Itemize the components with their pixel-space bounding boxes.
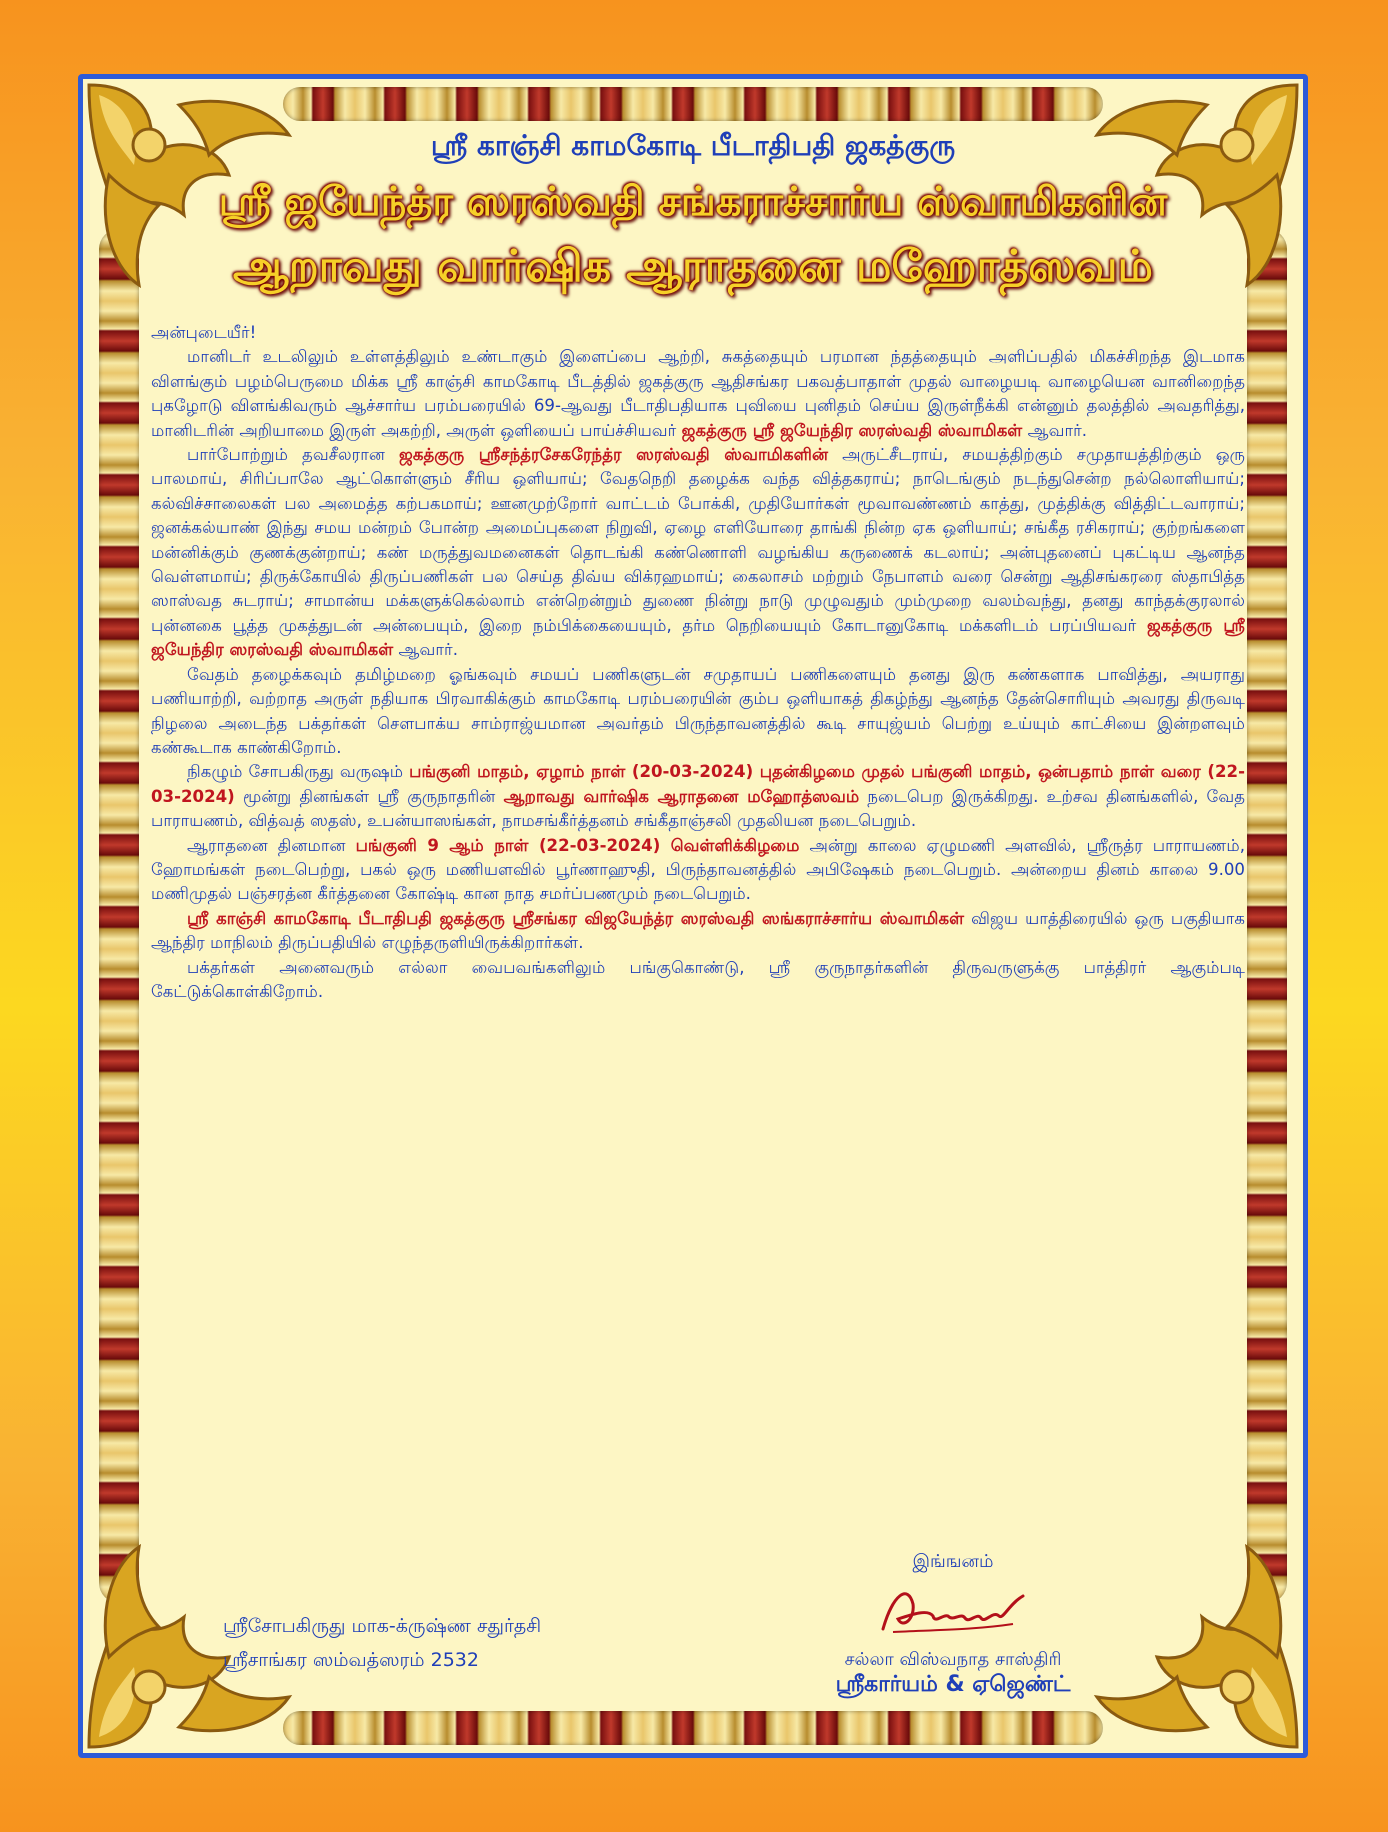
paragraph-5: [151, 834, 1245, 907]
paragraph-1-end: ஆவார்.: [1027, 420, 1088, 440]
paragraph-6: [151, 907, 1245, 956]
paragraph-1: [151, 345, 1245, 443]
right-bead-border: [1247, 229, 1287, 1603]
letter-body: [151, 321, 1245, 1004]
header-swamigal-title: ஸ்ரீ ஜயேந்த்ர ஸரஸ்வதி சங்கராச்சார்ய ஸ்வாமிகளின்: [218, 179, 1168, 225]
bottom-bead-border: [283, 1711, 1103, 1745]
paragraph-6-end: விஜய யாத்திரையில் ஒரு பகுதியாக ஆந்திர மாநிலம் திருப்பதியில் எழுந்தருளியிருக்கிறார்கள்.: [151, 908, 1245, 953]
paragraph-6-highlight: ஸ்ரீ காஞ்சி காமகோடி பீடாதிபதி ஜகத்குரு ஸ்ரீசங்கர விஜயேந்த்ர ஸரஸ்வதி ஸங்கராச்சார்ய ஸ்வாமிகள்: [187, 908, 965, 928]
invitation-frame: [78, 74, 1308, 1758]
handwritten-signature: [873, 1574, 1033, 1644]
paragraph-4-end: நடைபெற இருக்கிறது. உற்சவ தினங்களில், வேத பாராயணம், வித்வத் ஸதஸ், உபன்யாஸங்கள், நாமசங்கீர்த்தனம் சங்கீதாஞ்சலி முதலியன நடைபெறும்.: [151, 786, 1246, 831]
footer-date-block: [223, 1609, 541, 1677]
closing-text: இங்ஙனம்: [912, 1551, 994, 1572]
date-line-2: ஸ்ரீசாங்கர ஸம்வத்ஸரம் 2532: [223, 1649, 479, 1671]
left-bead-border: [99, 229, 139, 1603]
paragraph-1-highlight: ஜகத்குரு ஸ்ரீ ஜயேந்திர ஸரஸ்வதி ஸ்வாமிகள்: [681, 420, 1023, 440]
top-bead-border: [283, 87, 1103, 121]
paragraph-2: [151, 443, 1245, 663]
paragraph-5-date: பங்குனி 9 ஆம் நாள் (22-03-2024) வெள்ளிக்கிழமை: [355, 835, 800, 855]
date-line-1: ஸ்ரீசோபகிருது மாக-க்ருஷ்ண சதுர்தசி: [223, 1615, 542, 1637]
paragraph-2-end: ஆவார்.: [398, 640, 458, 660]
paragraph-4: [151, 760, 1245, 833]
salutation: அன்புடையீர்!: [151, 323, 257, 342]
paragraph-5-text: ஆராதனை தினமான: [187, 835, 346, 855]
paragraph-2-body: அருட்சீடராய், சமயத்திற்கும் சமுதாயத்திற்கும் ஒரு பாலமாய், சிரிப்பாலே ஆட்கொள்ளும் சீரிய ஒளியாய்; வேதநெறி தழைக்க வந்த வித்தகராய்; நாடெங்கும் நடந்துசென்ற நல்லொளியாய்; கல்விச்சாலைகள் பல அமைத்த கற்பகமாய்; ஊனமுற்றோர் வாட்டம் போக்கி, முதியோர்கள் மூவாவண்ணம் காத்து, முத்திக்கு வித்திட்டவாராய்; ஜனக்கல்யாண் இந்து சமய மன்றம் போன்ற அமைப்புகளை நிறுவி, ஏழை எளியோரை தாங்கி நின்ற ஏக ஒளியாய்; சங்கீத ரசிகராய்; குற்றங்களை மன்னிக்கும் குணக்குன்றாய்; கண் மருத்துவமனைகள் தொடங்கி கண்ணொளி வழங்கிய கருணைக் கடலாய்; அன்புதனைப் புகட்டிய ஆனந்த வெள்ளமாய்; திருக்கோயில் திருப்பணிகள் பல செய்த திவ்ய விக்ரஹமாய்; கைலாசம் மற்றும் நேபாளம் வரை சென்று ஆதிசங்கரரை ஸ்தாபித்த ஸாஸ்வத சுடராய்; சாமான்ய மக்களுக்கெல்லாம் என்றென்றும் துணை நின்று நாடு முழுவதும் மும்முறை வலம்வந்து, தனது காந்தக்குரலால் புன்னகை பூத்த முகத்துடன் அன்பையும், இறை நம்பிக்கையையும், தர்ம நெறியையும் கோடானுகோடி மக்களிடம் பரப்பியவர்: [151, 445, 1246, 635]
signer-role: ஸ்ரீகார்யம் & ஏஜெண்ட்: [835, 1672, 1071, 1697]
paragraph-4-event: ஆறாவது வார்ஷிக ஆராதனை மஹோத்ஸவம்: [503, 786, 860, 806]
paragraph-2-highlight-2: ஜகத்குரு ஸ்ரீ ஜயேந்திர ஸரஸ்வதி ஸ்வாமிகள்: [151, 615, 1245, 660]
header-aradhana-title: ஆறாவது வார்ஷிக ஆராதனை மஹோத்ஸவம்: [233, 241, 1153, 292]
signer-name: சல்லா விஸ்வநாத சாஸ்திரி: [844, 1649, 1062, 1670]
paragraph-2-highlight: ஜகத்குரு ஸ்ரீசந்த்ரசேகரேந்த்ர ஸரஸ்வதி ஸ்வாமிகளின்: [399, 445, 829, 465]
header-peetam-line: ஸ்ரீ காஞ்சி காமகோடி பீடாதிபதி ஜகத்குரு: [430, 129, 956, 162]
paragraph-7: பக்தர்கள் அனைவரும் எல்லா வைபவங்களிலும் பங்குகொண்டு, ஸ்ரீ குருநாதர்களின் திருவருளுக்கு பாத்திரர் ஆகும்படி கேட்டுக்கொள்கிறோம்.: [151, 957, 1245, 1001]
signature-block: [803, 1551, 1103, 1700]
paragraph-5-end: அன்று காலை ஏழுமணி அளவில், ஸ்ரீருத்ர பாராயணம், ஹோமங்கள் நடைபெற்று, பகல் ஒரு மணியளவில் பூர்ணாஹுதி, பிருந்தாவனத்தில் அபிஷேகம் நடைபெறும். அன்றைய தினம் காலை 9.00 மணிமுதல் பஞ்சரத்ன கீர்த்தனை கோஷ்டி கான நாத சமர்ப்பணமும் நடைபெறும்.: [151, 835, 1246, 904]
paragraph-2-text: பார்போற்றும் தவசீலரான: [187, 445, 385, 465]
gold-ornament-corner-bottom-right: [1077, 1527, 1307, 1757]
paragraph-4-dates: பங்குனி மாதம், ஏழாம் நாள் (20-03-2024) புதன்கிழமை முதல் பங்குனி மாதம், ஒன்பதாம் நாள் வரை (22-03-2024): [151, 762, 1245, 806]
paragraph-1-text: மானிடர் உடலிலும் உள்ளத்திலும் உண்டாகும் இளைப்பை ஆற்றி, சுகத்தையும் பரமான ந்தத்தையும் அளிப்பதில் மிகச்சிறந்த இடமாக விளங்கும் பழம்பெருமை மிக்க ஸ்ரீ காஞ்சி காமகோடி பீடத்தில் ஜகத்குரு ஆதிசங்கர பகவத்பாதாள் முதல் வாழையடி வாழையென வானிறைந்த புகழோடு விளங்கிவரும் ஆச்சார்ய பரம்பரையில் 69-ஆவது பீடாதிபதியாக புவியை புனிதம் செய்ய இருள்நீக்கி என்னும் தலத்தில் அவதரித்து, மானிடரின் அறியாமை இருள் அகற்றி, அருள் ஒளியைப் பாய்ச்சியவர்: [151, 347, 1245, 440]
paragraph-4-text: நிகழும் சோபகிருது வருஷம்: [187, 762, 404, 782]
paragraph-3: வேதம் தழைக்கவும் தமிழ்மறை ஓங்கவும் சமயப் பணிகளுடன் சமுதாயப் பணிகளையும் தனது இரு கண்களாக பாவித்து, அயராது பணியாற்றி, வற்றாத அருள் நதியாக பிரவாகிக்கும் காமகோடி பரம்பரையின் கும்ப ஒளியாகத் திகழ்ந்து ஆனந்த தேன்சொரியும் அவரது திருவடி நிழலை அடைந்த பக்தர்கள் சௌபாக்ய சாம்ராஜ்யமான அவர்தம் பிருந்தாவனத்தில் கூடி சாயுஜ்யம் பெற்று உய்யும் காட்சியை இன்றளவும் கண்கூடாக காண்கிறோம்.: [151, 664, 1245, 757]
paragraph-4-mid: மூன்று தினங்கள் ஸ்ரீ குருநாதரின்: [242, 786, 496, 806]
